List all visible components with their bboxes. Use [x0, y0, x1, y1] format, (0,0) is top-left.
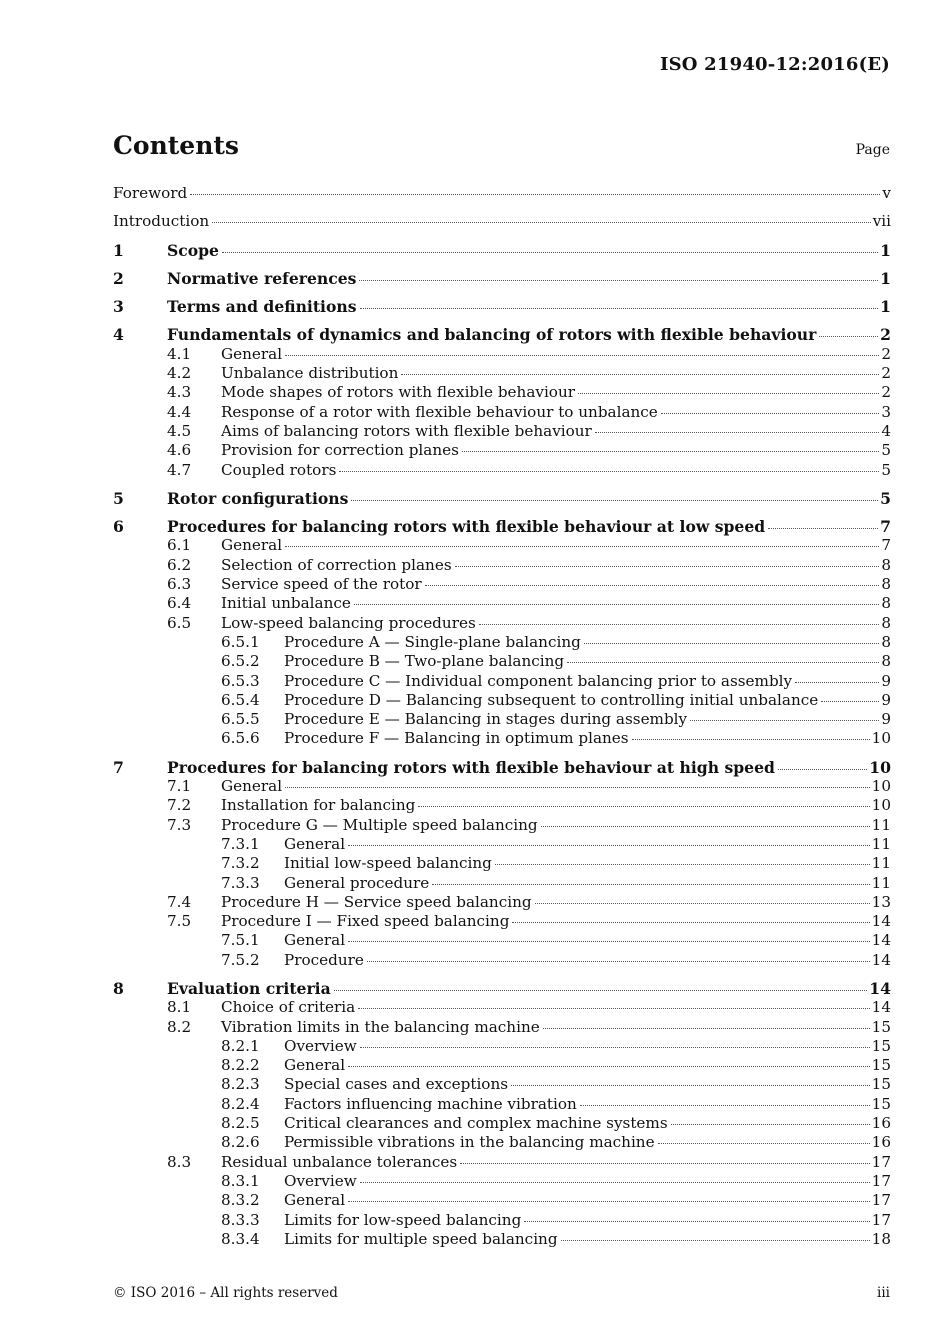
- toc-entry-title: Residual unbalance tolerances: [221, 1152, 458, 1171]
- toc-entry-title: General: [284, 1191, 346, 1210]
- toc-entry[interactable]: [113, 893, 891, 912]
- toc-entry-page: 7: [880, 517, 891, 537]
- toc-entry-number: 8.3.1: [221, 1171, 260, 1190]
- toc-entry-number: 8.3.4: [221, 1229, 260, 1248]
- toc-entry-page: 11: [871, 834, 891, 853]
- dot-leader: [455, 566, 880, 567]
- dot-leader: [460, 1163, 870, 1164]
- toc-entry[interactable]: [113, 1153, 891, 1172]
- toc-entry[interactable]: [113, 835, 891, 854]
- toc-entry-title: Provision for correction planes: [221, 441, 459, 460]
- toc-entry-title: Service speed of the rotor: [221, 575, 422, 594]
- dot-leader: [524, 1221, 869, 1222]
- toc-entry[interactable]: [113, 874, 891, 893]
- dot-leader: [360, 1047, 870, 1048]
- toc-entry-title: Response of a rotor with flexible behaviour to unbalance: [221, 402, 658, 421]
- toc-entry-title: Procedure C — Individual component balancing prior to assembly: [284, 671, 793, 690]
- toc-entry-title: Scope: [167, 240, 219, 260]
- toc-entry[interactable]: [113, 1018, 891, 1037]
- dot-leader: [348, 1066, 870, 1067]
- toc-entry[interactable]: [113, 364, 891, 383]
- dot-leader: [418, 806, 869, 807]
- toc-entry[interactable]: [113, 1172, 891, 1191]
- toc-entry-title: Overview: [284, 1036, 357, 1055]
- toc-entry-title: Overview: [284, 1171, 357, 1190]
- toc-entry-page: 1: [880, 240, 891, 260]
- dot-leader: [768, 528, 878, 529]
- toc-entry-title: Procedures for balancing rotors with flexible behaviour at high speed: [167, 757, 775, 777]
- toc-entry-title: Procedure D — Balancing subsequent to controlling initial unbalance: [284, 690, 819, 709]
- toc-entry-title: Fundamentals of dynamics and balancing of rotors with flexible behaviour: [167, 325, 817, 345]
- toc-entry-page: 10: [871, 777, 891, 796]
- dot-leader: [222, 252, 878, 253]
- toc-entry-title: Choice of criteria: [221, 998, 356, 1017]
- toc-entry-number: 8.2: [167, 1017, 192, 1036]
- toc-entry[interactable]: [113, 951, 891, 970]
- toc-entry-page: 17: [871, 1191, 891, 1210]
- toc-entry[interactable]: [113, 517, 891, 536]
- toc-entry-page: 8: [881, 594, 891, 613]
- toc-entry-page: v: [882, 184, 891, 202]
- toc-entry-title: Factors influencing machine vibration: [284, 1094, 577, 1113]
- toc-entry[interactable]: [113, 796, 891, 815]
- toc-entry[interactable]: [113, 672, 891, 691]
- toc-entry-number: 8.2.1: [221, 1036, 260, 1055]
- toc-entry-title: Procedure: [284, 950, 364, 969]
- toc-entry-page: 8: [881, 555, 891, 574]
- toc-entry-number: 6: [113, 517, 124, 537]
- toc-entry-number: 7.5.2: [221, 950, 260, 969]
- toc-entry[interactable]: [113, 1095, 891, 1114]
- toc-entry-page: 17: [871, 1171, 891, 1190]
- toc-entry[interactable]: [113, 1133, 891, 1152]
- toc-entry[interactable]: [113, 1191, 891, 1210]
- toc-entry-number: 5: [113, 488, 124, 508]
- toc-entry[interactable]: [113, 212, 891, 231]
- toc-entry[interactable]: [113, 383, 891, 402]
- toc-entry[interactable]: [113, 422, 891, 441]
- toc-entry-title: Mode shapes of rotors with flexible behaviour: [221, 383, 575, 402]
- dot-leader: [360, 1182, 870, 1183]
- toc-entry-page: 2: [881, 383, 891, 402]
- toc-entry-title: Special cases and exceptions: [284, 1075, 509, 1094]
- toc-entry-title: Rotor configurations: [167, 488, 349, 508]
- toc-entry[interactable]: [113, 536, 891, 555]
- toc-entry-title: Coupled rotors: [221, 460, 337, 479]
- toc-entry-number: 8.2.4: [221, 1094, 260, 1113]
- toc-entry-number: 8.3.3: [221, 1210, 260, 1229]
- toc-entry-number: 4.6: [167, 441, 192, 460]
- dot-leader: [285, 355, 879, 356]
- toc-entry-title: Procedure B — Two-plane balancing: [284, 652, 565, 671]
- toc-entry-title: General: [284, 834, 346, 853]
- dot-leader: [339, 471, 879, 472]
- dot-leader: [354, 604, 879, 605]
- dot-leader: [671, 1124, 870, 1125]
- dot-leader: [512, 922, 869, 923]
- dot-leader: [334, 990, 868, 991]
- dot-leader: [595, 432, 880, 433]
- toc-entry-title: Initial low-speed balancing: [284, 854, 492, 873]
- toc-entry-page: 15: [871, 1017, 891, 1036]
- dot-leader: [578, 393, 879, 394]
- toc-entry-page: 14: [871, 912, 891, 931]
- toc-entry-title: Initial unbalance: [221, 594, 351, 613]
- dot-leader: [511, 1085, 870, 1086]
- toc-entry-number: 2: [113, 268, 124, 288]
- toc-entry-number: 8: [113, 978, 124, 998]
- toc-entry-title: Procedures for balancing rotors with flexible behaviour at low speed: [167, 517, 766, 537]
- toc-entry-number: 7.5.1: [221, 931, 260, 950]
- toc-entry-number: 4.7: [167, 460, 192, 479]
- toc-entry-number: 6.5.4: [221, 690, 260, 709]
- toc-entry-title: Normative references: [167, 268, 357, 288]
- toc-entry-title: Limits for low-speed balancing: [284, 1210, 522, 1229]
- dot-leader: [359, 280, 878, 281]
- dot-leader: [190, 194, 880, 195]
- toc-entry-number: 8.2.5: [221, 1114, 260, 1133]
- toc-entry[interactable]: [113, 912, 891, 931]
- toc-entry-title: Installation for balancing: [221, 796, 416, 815]
- toc-entry-number: 6.5: [167, 613, 192, 632]
- dot-leader: [360, 308, 879, 309]
- toc-entry[interactable]: [113, 184, 891, 203]
- toc-entry[interactable]: [113, 777, 891, 796]
- dot-leader: [358, 1008, 869, 1009]
- toc-entry[interactable]: [113, 1037, 891, 1056]
- toc-entry-number: 4.3: [167, 383, 192, 402]
- toc-entry-page: 9: [881, 710, 891, 729]
- toc-entry-title: Unbalance distribution: [221, 364, 399, 383]
- toc-entry-page: 14: [869, 978, 891, 998]
- toc-entry[interactable]: [113, 816, 891, 835]
- toc-entry[interactable]: [113, 345, 891, 364]
- dot-leader: [367, 961, 870, 962]
- toc-entry[interactable]: [113, 1056, 891, 1075]
- dot-leader: [567, 662, 879, 663]
- toc-entry-number: 7.4: [167, 892, 192, 911]
- toc-entry-page: 3: [881, 402, 891, 421]
- dot-leader: [348, 941, 870, 942]
- dot-leader: [821, 701, 879, 702]
- toc-entry-number: 4.5: [167, 421, 192, 440]
- dot-leader: [541, 826, 870, 827]
- toc-entry-page: 9: [881, 671, 891, 690]
- dot-leader: [495, 864, 870, 865]
- toc-entry-number: 1: [113, 240, 124, 260]
- dot-leader: [285, 787, 870, 788]
- toc-entry-number: 6.5.3: [221, 671, 260, 690]
- toc-entry[interactable]: [113, 691, 891, 710]
- toc-entry[interactable]: [113, 1114, 891, 1133]
- toc-entry-title: Limits for multiple speed balancing: [284, 1229, 558, 1248]
- toc-entry-title: Terms and definitions: [167, 297, 357, 317]
- dot-leader: [212, 222, 871, 223]
- dot-leader: [535, 903, 870, 904]
- toc-entry-title: Critical clearances and complex machine systems: [284, 1114, 668, 1133]
- toc-entry-page: 18: [871, 1229, 891, 1248]
- toc-entry-title: General: [221, 536, 283, 555]
- toc-entry-number: 4.1: [167, 344, 192, 363]
- toc-entry-page: 14: [871, 950, 891, 969]
- toc-entry[interactable]: [113, 1211, 891, 1230]
- toc-entry-title: Low-speed balancing procedures: [221, 613, 476, 632]
- toc-entry-page: 11: [871, 854, 891, 873]
- toc-entry-page: 16: [871, 1133, 891, 1152]
- toc-entry-number: 6.1: [167, 536, 192, 555]
- toc-entry-number: 7.3.1: [221, 834, 260, 853]
- toc-entry-number: 3: [113, 297, 124, 317]
- toc-entry-title: Procedure E — Balancing in stages during assembly: [284, 710, 688, 729]
- toc-entry[interactable]: [113, 1075, 891, 1094]
- dot-leader: [819, 336, 878, 337]
- toc-entry-number: 6.5.2: [221, 652, 260, 671]
- toc-entry[interactable]: [113, 594, 891, 613]
- toc-entry-page: 10: [869, 757, 891, 777]
- table-of-contents: [113, 184, 891, 1249]
- toc-entry[interactable]: [113, 652, 891, 671]
- dot-leader: [479, 624, 880, 625]
- toc-entry[interactable]: [113, 758, 891, 777]
- toc-entry[interactable]: [113, 729, 891, 748]
- dot-leader: [432, 884, 869, 885]
- toc-entry[interactable]: [113, 710, 891, 729]
- toc-entry-number: 7.2: [167, 796, 192, 815]
- toc-entry-number: 6.3: [167, 575, 192, 594]
- toc-entry-title: General procedure: [284, 873, 430, 892]
- toc-entry-page: 11: [871, 873, 891, 892]
- toc-entry[interactable]: [113, 441, 891, 460]
- dot-leader: [658, 1143, 870, 1144]
- toc-entry-number: 7.5: [167, 912, 192, 931]
- dot-leader: [580, 1105, 870, 1106]
- page-number: iii: [877, 1285, 890, 1301]
- toc-entry-page: 5: [881, 441, 891, 460]
- toc-entry[interactable]: [113, 979, 891, 998]
- toc-entry[interactable]: [113, 633, 891, 652]
- dot-leader: [425, 585, 880, 586]
- dot-leader: [584, 643, 880, 644]
- toc-entry[interactable]: [113, 241, 891, 260]
- toc-entry-title: Evaluation criteria: [167, 978, 331, 998]
- toc-entry-number: 6.5.1: [221, 632, 260, 651]
- toc-entry-page: 16: [871, 1114, 891, 1133]
- toc-entry-page: 17: [871, 1152, 891, 1171]
- dot-leader: [543, 1028, 870, 1029]
- toc-entry-title: Vibration limits in the balancing machine: [221, 1017, 540, 1036]
- toc-entry-page: 8: [881, 652, 891, 671]
- page-column-label: Page: [855, 142, 890, 158]
- toc-entry-page: 1: [880, 297, 891, 317]
- toc-entry-page: 11: [871, 815, 891, 834]
- toc-entry[interactable]: [113, 614, 891, 633]
- toc-entry-page: 10: [871, 796, 891, 815]
- toc-entry-page: vii: [872, 212, 891, 231]
- toc-entry-page: 13: [871, 892, 891, 911]
- dot-leader: [778, 769, 867, 770]
- toc-entry[interactable]: [113, 556, 891, 575]
- toc-entry[interactable]: [113, 489, 891, 508]
- toc-entry[interactable]: [113, 854, 891, 873]
- toc-entry[interactable]: [113, 575, 891, 594]
- dot-leader: [285, 546, 879, 547]
- toc-entry[interactable]: [113, 998, 891, 1017]
- toc-entry-title: General: [284, 931, 346, 950]
- toc-entry-page: 15: [871, 1075, 891, 1094]
- dot-leader: [561, 1240, 870, 1241]
- toc-entry-title: Procedure I — Fixed speed balancing: [221, 912, 510, 931]
- toc-entry-page: 9: [881, 690, 891, 709]
- toc-entry-page: 2: [881, 364, 891, 383]
- dot-leader: [351, 500, 878, 501]
- toc-entry[interactable]: [113, 461, 891, 480]
- toc-entry[interactable]: [113, 269, 891, 288]
- dot-leader: [690, 720, 879, 721]
- toc-entry-title: Procedure F — Balancing in optimum planes: [284, 729, 629, 748]
- toc-entry-page: 1: [880, 268, 891, 288]
- dot-leader: [348, 1201, 870, 1202]
- contents-heading: Contents: [113, 131, 240, 160]
- toc-entry-number: 8.3.2: [221, 1191, 260, 1210]
- toc-entry-number: 7: [113, 757, 124, 777]
- document-id: ISO 21940-12:2016(E): [659, 54, 890, 75]
- toc-entry-page: 5: [880, 488, 891, 508]
- toc-entry-number: 6.5.5: [221, 710, 260, 729]
- dot-leader: [462, 451, 879, 452]
- toc-entry-number: 6.5.6: [221, 729, 260, 748]
- toc-entry-page: 8: [881, 575, 891, 594]
- copyright-notice: © ISO 2016 – All rights reserved: [113, 1285, 338, 1301]
- toc-entry[interactable]: [113, 325, 891, 344]
- toc-entry-title: General: [221, 777, 283, 796]
- toc-entry-page: 5: [881, 460, 891, 479]
- dot-leader: [795, 682, 879, 683]
- toc-entry-number: 4.2: [167, 364, 192, 383]
- toc-entry[interactable]: [113, 1230, 891, 1249]
- toc-entry-page: 7: [881, 536, 891, 555]
- toc-entry-title: Foreword: [113, 184, 188, 202]
- toc-entry[interactable]: [113, 931, 891, 950]
- toc-entry-number: 7.3.3: [221, 873, 260, 892]
- toc-entry-number: 7.3.2: [221, 854, 260, 873]
- dot-leader: [632, 739, 870, 740]
- toc-entry-page: 4: [881, 421, 891, 440]
- toc-entry-title: Introduction: [113, 212, 210, 231]
- toc-entry-title: Procedure A — Single-plane balancing: [284, 632, 581, 651]
- toc-entry-page: 14: [871, 931, 891, 950]
- dot-leader: [348, 845, 870, 846]
- toc-entry-number: 8.2.6: [221, 1133, 260, 1152]
- toc-entry-title: Procedure G — Multiple speed balancing: [221, 815, 538, 834]
- toc-entry-page: 15: [871, 1056, 891, 1075]
- toc-entry-title: Procedure H — Service speed balancing: [221, 892, 532, 911]
- toc-entry-page: 8: [881, 613, 891, 632]
- toc-entry-page: 15: [871, 1094, 891, 1113]
- toc-entry-page: 8: [881, 632, 891, 651]
- dot-leader: [401, 374, 879, 375]
- toc-entry-number: 7.3: [167, 815, 192, 834]
- toc-entry[interactable]: [113, 297, 891, 316]
- toc-entry-title: General: [221, 344, 283, 363]
- toc-entry-number: 8.3: [167, 1152, 192, 1171]
- toc-entry-page: 17: [871, 1210, 891, 1229]
- toc-entry[interactable]: [113, 403, 891, 422]
- toc-entry-title: Selection of correction planes: [221, 555, 452, 574]
- toc-entry-number: 8.2.3: [221, 1075, 260, 1094]
- toc-entry-number: 4.4: [167, 402, 192, 421]
- toc-entry-page: 15: [871, 1036, 891, 1055]
- toc-entry-number: 6.2: [167, 555, 192, 574]
- toc-entry-title: General: [284, 1056, 346, 1075]
- toc-entry-number: 6.4: [167, 594, 192, 613]
- toc-entry-page: 2: [881, 344, 891, 363]
- toc-entry-number: 4: [113, 325, 124, 345]
- toc-entry-page: 14: [871, 998, 891, 1017]
- toc-entry-number: 7.1: [167, 777, 192, 796]
- toc-entry-page: 2: [880, 325, 891, 345]
- toc-entry-title: Aims of balancing rotors with flexible behaviour: [221, 421, 592, 440]
- toc-entry-number: 8.1: [167, 998, 192, 1017]
- dot-leader: [661, 413, 880, 414]
- toc-entry-number: 8.2.2: [221, 1056, 260, 1075]
- toc-entry-page: 10: [871, 729, 891, 748]
- toc-entry-title: Permissible vibrations in the balancing machine: [284, 1133, 655, 1152]
